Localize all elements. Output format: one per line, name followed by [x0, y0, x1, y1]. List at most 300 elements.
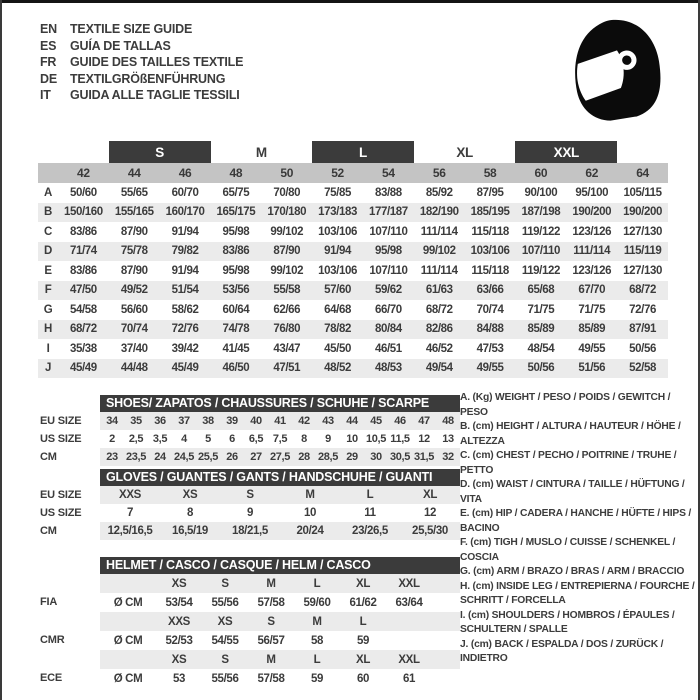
size-cell: 46	[394, 415, 406, 427]
size-cell: 70/80	[273, 186, 301, 199]
size-cell: 36	[154, 415, 166, 427]
size-cell: 10	[303, 507, 317, 519]
legend-item: H. (cm) INSIDE LEG / ENTREPIERNA / FOURCHE / SCHRITT / FORCELLA	[460, 580, 695, 606]
legend-item: E. (cm) HIP / CADERA / HANCHE / HÜFTE / HIPS / BACINO	[460, 508, 692, 534]
size-cell: 91/94	[324, 245, 351, 258]
size-cell: 87/90	[120, 225, 148, 238]
size-column-header: 46	[178, 166, 192, 180]
size-cell: 71/75	[527, 303, 555, 316]
frame-top-border	[0, 0, 700, 3]
size-cell: 53/56	[222, 284, 250, 297]
size-cell: 47/53	[476, 342, 504, 355]
size-cell: 95/100	[575, 186, 609, 199]
size-cell: 60/70	[171, 186, 199, 199]
size-cell: 31,5	[413, 451, 434, 463]
size-cell: 58/62	[171, 303, 199, 316]
size-cell: 47/50	[70, 284, 97, 297]
size-cell: 91/94	[171, 225, 199, 238]
size-cell: 60/64	[222, 303, 250, 316]
size-cell: 55/56	[211, 672, 239, 685]
size-column-header: 56	[432, 166, 446, 180]
helmet-row-label: FIA	[40, 596, 58, 608]
size-cell: 50/56	[527, 362, 555, 375]
size-cell: 107/110	[369, 225, 408, 238]
size-table-row	[38, 281, 668, 301]
size-cell: 11,5	[390, 433, 410, 445]
language-code: EN	[40, 22, 57, 36]
size-cell: 107/110	[369, 264, 408, 277]
size-cell: 52/58	[629, 362, 656, 375]
size-cell: 75/78	[120, 245, 148, 258]
size-cell: 71/75	[578, 303, 606, 316]
size-cell: 59/62	[375, 284, 402, 297]
shoes-row-label: EU SIZE	[40, 415, 82, 427]
size-column-header: 52	[331, 166, 344, 180]
size-column-header: 62	[585, 166, 599, 180]
diameter-unit-label: Ø CM	[113, 596, 143, 609]
size-cell: 160/170	[165, 206, 205, 219]
size-cell: 13	[442, 433, 454, 445]
size-cell: 61	[402, 672, 416, 685]
size-cell: 62/66	[273, 303, 301, 316]
size-cell: 72/76	[629, 303, 656, 316]
size-cell: 150/160	[64, 206, 103, 219]
size-cell: XS	[182, 489, 198, 501]
size-row-label: B	[44, 206, 52, 219]
size-cell: 177/187	[369, 206, 408, 219]
size-cell: 4	[181, 433, 187, 445]
size-row-label: G	[43, 303, 53, 316]
size-cell: 173/183	[318, 206, 357, 219]
size-cell: 6	[229, 433, 235, 445]
legend-item: F. (cm) TIGH / MUSLO / CUISSE / SCHENKEL / COSCIA	[460, 537, 676, 563]
size-cell: 84/88	[476, 323, 504, 336]
size-cell: 16,5/19	[172, 525, 208, 537]
size-cell: 47/51	[273, 362, 301, 375]
size-cell: XS	[171, 577, 187, 590]
size-cell: 68/72	[70, 323, 97, 336]
size-cell: XL	[356, 653, 370, 666]
helmet-labels	[40, 557, 100, 688]
size-cell: 55/65	[120, 186, 148, 199]
gloves-section-title: GLOVES / GUANTES / GANTS / HANDSCHUHE / GUANTI	[100, 469, 460, 486]
language-title: TEXTILGRÖßENFÜHRUNG	[70, 71, 226, 86]
size-cell: 63/66	[476, 284, 504, 297]
size-row-label: E	[44, 264, 52, 277]
size-table-columns	[38, 163, 668, 183]
size-cell: XL	[423, 489, 437, 501]
size-cell: 24,5	[173, 451, 194, 463]
size-cell: 43	[322, 415, 334, 427]
shoes-section	[40, 395, 460, 466]
helmet-table	[100, 557, 460, 688]
size-cell: 9	[325, 433, 331, 445]
size-cell: 48/52	[324, 362, 351, 375]
size-cell: 170/180	[267, 206, 307, 219]
size-table-row	[38, 300, 668, 320]
language-title: GUÍA DE TALLAS	[70, 38, 171, 53]
size-cell: 123/126	[572, 225, 612, 238]
size-cell: 63/64	[395, 596, 423, 609]
size-cell: 12	[418, 433, 430, 445]
size-cell: 44	[346, 415, 358, 427]
helmet-row-label	[40, 612, 100, 631]
size-cell: XXS	[119, 489, 141, 501]
size-cell: 65/75	[222, 186, 250, 199]
size-column-header: 48	[229, 166, 243, 180]
size-cell: 115/119	[623, 245, 662, 258]
diameter-unit-label: Ø CM	[113, 672, 143, 685]
language-row-de	[40, 71, 243, 88]
size-table-row	[38, 183, 668, 203]
size-cell: 111/114	[420, 225, 458, 238]
size-cell: 68/72	[629, 284, 656, 297]
legend-item: G. (cm) ARM / BRAZO / BRAS / ARM / BRACCIO	[460, 566, 685, 577]
size-cell: 50/56	[629, 342, 656, 355]
size-table-rows	[38, 183, 668, 378]
size-group-xl: XL	[456, 144, 473, 160]
size-cell: 65/68	[527, 284, 555, 297]
size-cell: 5	[205, 433, 211, 445]
size-cell: 50/60	[70, 186, 97, 199]
size-cell: S	[221, 577, 229, 590]
size-table-row	[38, 359, 668, 379]
size-cell: 119/122	[521, 264, 560, 277]
size-cell: 103/106	[470, 245, 510, 258]
size-cell: 58	[310, 634, 324, 647]
size-cell: 78/82	[324, 323, 351, 336]
size-cell: 35/38	[70, 342, 97, 355]
size-cell: 48	[442, 415, 454, 427]
size-cell: L	[313, 653, 321, 666]
language-code: DE	[40, 71, 57, 86]
size-group-l: L	[312, 141, 414, 163]
size-cell: 105/115	[623, 186, 662, 199]
language-title-list	[40, 21, 243, 104]
size-cell: 83/88	[375, 186, 402, 199]
helmet-row-label	[40, 650, 100, 669]
size-cell: XXL	[398, 653, 420, 666]
size-cell: XXL	[398, 577, 420, 590]
size-cell: XL	[356, 577, 370, 590]
size-row-label: C	[44, 225, 52, 238]
size-cell: 67/70	[578, 284, 606, 297]
frame-left-border	[0, 0, 2, 700]
size-cell: 45	[370, 415, 382, 427]
size-cell: S	[221, 653, 229, 666]
legend-item: B. (cm) HEIGHT / ALTURA / HAUTEUR / HÖHE / ALTEZZA	[460, 421, 681, 447]
size-cell: 70/74	[476, 303, 504, 316]
size-cell: 10	[346, 433, 358, 445]
size-column-header: 64	[636, 166, 649, 180]
size-cell: 107/110	[521, 245, 560, 258]
language-row-fr	[40, 54, 243, 71]
size-cell: 85/89	[578, 323, 606, 336]
shoes-body	[100, 412, 460, 466]
size-cell: 41	[274, 415, 286, 427]
size-table-row	[38, 203, 668, 223]
size-row-label: J	[45, 362, 51, 375]
size-cell: 68/72	[425, 303, 453, 316]
size-cell: 87/90	[273, 245, 301, 258]
size-cell: 95/98	[222, 264, 250, 277]
size-cell: 61/63	[425, 284, 453, 297]
size-cell: 8	[301, 433, 307, 445]
size-cell: 82/86	[425, 323, 453, 336]
size-cell: 59/60	[303, 596, 331, 609]
size-cell: 28	[298, 451, 310, 463]
gloves-table-row	[100, 486, 460, 504]
size-cell: 48/54	[527, 342, 555, 355]
size-cell: 37/40	[120, 342, 148, 355]
size-cell: 190/200	[572, 206, 612, 219]
size-cell: 49/52	[120, 284, 148, 297]
size-cell: 47	[418, 415, 430, 427]
size-cell: 20/24	[296, 525, 324, 537]
size-cell: 87/95	[476, 186, 504, 199]
size-cell: 83/86	[222, 245, 250, 258]
size-cell: 57/58	[257, 596, 285, 609]
shoes-table	[100, 395, 460, 466]
size-cell: 127/130	[623, 225, 662, 238]
size-cell: 99/102	[422, 245, 456, 258]
size-cell: 59	[356, 634, 370, 647]
size-cell: 83/86	[70, 225, 97, 238]
size-cell: L	[313, 577, 321, 590]
size-cell: 59	[310, 672, 324, 685]
size-cell: 103/106	[318, 225, 357, 238]
size-cell: 25,5	[197, 451, 218, 463]
size-cell: L	[359, 615, 367, 628]
size-cell: 38	[202, 415, 214, 427]
helmet-table-row	[100, 574, 460, 593]
size-cell: 60	[356, 672, 370, 685]
size-cell: S	[246, 489, 254, 501]
size-cell: 71/74	[70, 245, 97, 258]
size-row-label: F	[44, 284, 52, 297]
size-cell: 111/114	[573, 245, 611, 258]
shoes-labels	[40, 395, 100, 466]
size-cell: XS	[171, 653, 187, 666]
helmet-row-label: ECE	[40, 672, 63, 684]
size-cell: 42	[298, 415, 310, 427]
size-cell: 23/26,5	[352, 525, 388, 537]
size-cell: 7,5	[272, 433, 288, 445]
size-cell: 26	[226, 451, 238, 463]
size-column-header: 44	[127, 166, 141, 180]
size-cell: L	[366, 489, 374, 501]
size-cell: 53	[172, 672, 186, 685]
shoes-row-label: US SIZE	[40, 433, 82, 445]
gloves-labels	[40, 469, 100, 540]
language-row-es	[40, 38, 243, 55]
size-cell: 11	[364, 507, 376, 519]
size-cell: 41/45	[222, 342, 250, 355]
size-cell: 30	[370, 451, 382, 463]
size-cell: 83/86	[70, 264, 97, 277]
legend-item: C. (cm) CHEST / PECHO / POITRINE / TRUHE / PETTO	[460, 450, 677, 476]
language-title: GUIDA ALLE TAGLIE TESSILI	[70, 88, 240, 102]
size-cell: 35	[130, 415, 142, 427]
textile-size-table	[38, 141, 668, 378]
gloves-table	[100, 469, 460, 540]
size-cell: 115/118	[471, 225, 509, 238]
language-code: FR	[40, 55, 57, 69]
helmet-icon	[566, 16, 668, 124]
shoes-section-title: SHOES/ ZAPATOS / CHAUSSURES / SCHUHE / SCARPE	[100, 395, 460, 412]
helmet-body	[100, 574, 460, 688]
gloves-row-label: CM	[40, 525, 57, 537]
size-cell: 57/58	[257, 672, 285, 685]
helmet-section	[40, 557, 460, 688]
language-row-it	[40, 87, 243, 104]
size-cell: 99/102	[270, 264, 304, 277]
size-cell: 90/100	[524, 186, 558, 199]
size-cell: 2	[109, 433, 115, 445]
size-table-row	[38, 339, 668, 359]
size-cell: 10,5	[365, 433, 386, 445]
size-cell: 48/53	[375, 362, 402, 375]
size-cell: 7	[126, 507, 134, 519]
size-cell: 39	[226, 415, 238, 427]
gloves-body	[100, 486, 460, 540]
size-cell: 57/60	[324, 284, 351, 297]
size-cell: 95/98	[222, 225, 250, 238]
helmet-section-title: HELMET / CASCO / CASQUE / HELM / CASCO	[100, 557, 460, 574]
size-cell: 75/85	[324, 186, 351, 199]
size-cell: 61/62	[349, 596, 377, 609]
size-cell: M	[266, 577, 276, 590]
legend-item: D. (cm) WAIST / CINTURA / TAILLE / HÜFTUNG / VITA	[460, 479, 685, 505]
gloves-row-label: EU SIZE	[40, 489, 82, 501]
size-cell: 27,5	[269, 451, 290, 463]
size-cell: 39/42	[171, 342, 199, 355]
legend-item: A. (Kg) WEIGHT / PESO / POIDS / GEWITCH / PESO	[460, 392, 671, 418]
size-table-row	[38, 261, 668, 281]
size-table-row	[38, 242, 668, 262]
size-cell: 187/198	[521, 206, 561, 219]
size-cell: 23	[106, 451, 118, 463]
size-cell: XS	[217, 615, 233, 628]
size-cell: 43/47	[273, 342, 301, 355]
size-column-header: 58	[483, 166, 497, 180]
shoes-table-row	[100, 412, 460, 430]
helmet-table-row	[100, 612, 460, 631]
size-cell: 54/58	[70, 303, 97, 316]
size-cell: 46/50	[222, 362, 250, 375]
size-cell: 49/54	[425, 362, 453, 375]
size-row-label: I	[46, 342, 50, 355]
size-cell: 32	[442, 451, 454, 463]
size-cell: 49/55	[578, 342, 606, 355]
size-cell: 25,5/30	[412, 525, 448, 537]
size-cell: 119/122	[521, 225, 560, 238]
size-cell: 91/94	[171, 264, 199, 277]
size-cell: 2,5	[128, 433, 144, 445]
size-column-header: 60	[534, 166, 548, 180]
legend-item: I. (cm) SHOULDERS / HOMBROS / ÉPAULES / SCHULTERN / SPALLE	[460, 609, 675, 635]
shoes-table-row	[100, 430, 460, 448]
helmet-table-row	[100, 593, 460, 612]
size-cell: 27	[250, 451, 262, 463]
size-cell: 70/74	[120, 323, 148, 336]
size-group-row	[38, 141, 668, 163]
size-cell: 155/165	[114, 206, 154, 219]
size-cell: 37	[178, 415, 190, 427]
size-cell: 49/55	[476, 362, 504, 375]
size-cell: 45/50	[324, 342, 351, 355]
size-cell: 9	[246, 507, 254, 519]
size-cell: 30,5	[389, 451, 410, 463]
size-group-m: M	[255, 144, 267, 160]
size-cell: 51/54	[171, 284, 199, 297]
size-cell: 74/78	[222, 323, 250, 336]
size-cell: 56/60	[120, 303, 148, 316]
shoes-table-row	[100, 448, 460, 466]
language-title: TEXTILE SIZE GUIDE	[70, 22, 193, 36]
size-cell: 34	[106, 415, 118, 427]
size-cell: 99/102	[270, 225, 304, 238]
size-cell: 3,5	[152, 433, 168, 445]
size-cell: 123/126	[572, 264, 612, 277]
language-title: GUIDE DES TAILLES TEXTILE	[70, 55, 244, 69]
size-column-header: 50	[280, 166, 294, 180]
size-cell: 24	[154, 451, 166, 463]
size-cell: 66/70	[375, 303, 402, 316]
size-cell: 8	[186, 507, 194, 519]
size-column-header: 54	[382, 166, 395, 180]
size-row-label: D	[44, 245, 52, 258]
size-cell: 76/80	[273, 323, 301, 336]
size-cell: 87/90	[120, 264, 148, 277]
language-code: ES	[40, 38, 57, 53]
measurement-legend	[460, 391, 696, 667]
size-cell: S	[267, 615, 275, 628]
size-cell: 115/118	[471, 264, 509, 277]
size-cell: 29	[346, 451, 358, 463]
helmet-table-row	[100, 669, 460, 688]
size-cell: 87/91	[629, 323, 656, 336]
size-cell: 12,5/16,5	[107, 525, 153, 537]
size-cell: 12	[423, 507, 437, 519]
size-cell: 45/49	[171, 362, 199, 375]
size-cell: 80/84	[375, 323, 402, 336]
size-table-row	[38, 222, 668, 242]
size-cell: M	[312, 615, 322, 628]
size-cell: M	[266, 653, 276, 666]
language-code: IT	[40, 88, 51, 102]
diameter-unit-label: Ø CM	[113, 634, 143, 647]
size-cell: 185/195	[470, 206, 510, 219]
size-cell: 127/130	[623, 264, 662, 277]
size-cell: 55/58	[273, 284, 301, 297]
size-cell: 190/200	[623, 206, 662, 219]
helmet-row-label	[40, 574, 100, 593]
size-cell: 95/98	[375, 245, 402, 258]
size-row-label: A	[44, 186, 52, 199]
helmet-table-row	[100, 631, 460, 650]
gloves-table-row	[100, 522, 460, 540]
size-cell: 54/55	[211, 634, 239, 647]
shoes-row-label: CM	[40, 451, 57, 463]
helmet-row-label: CMR	[40, 634, 65, 646]
helmet-table-row	[100, 650, 460, 669]
size-cell: 45/49	[70, 362, 97, 375]
size-cell: 46/51	[375, 342, 402, 355]
size-cell: 18/21,5	[232, 525, 268, 537]
size-cell: 51/56	[578, 362, 606, 375]
legend-item: J. (cm) BACK / ESPALDA / DOS / ZURÜCK / INDIETRO	[460, 638, 664, 664]
